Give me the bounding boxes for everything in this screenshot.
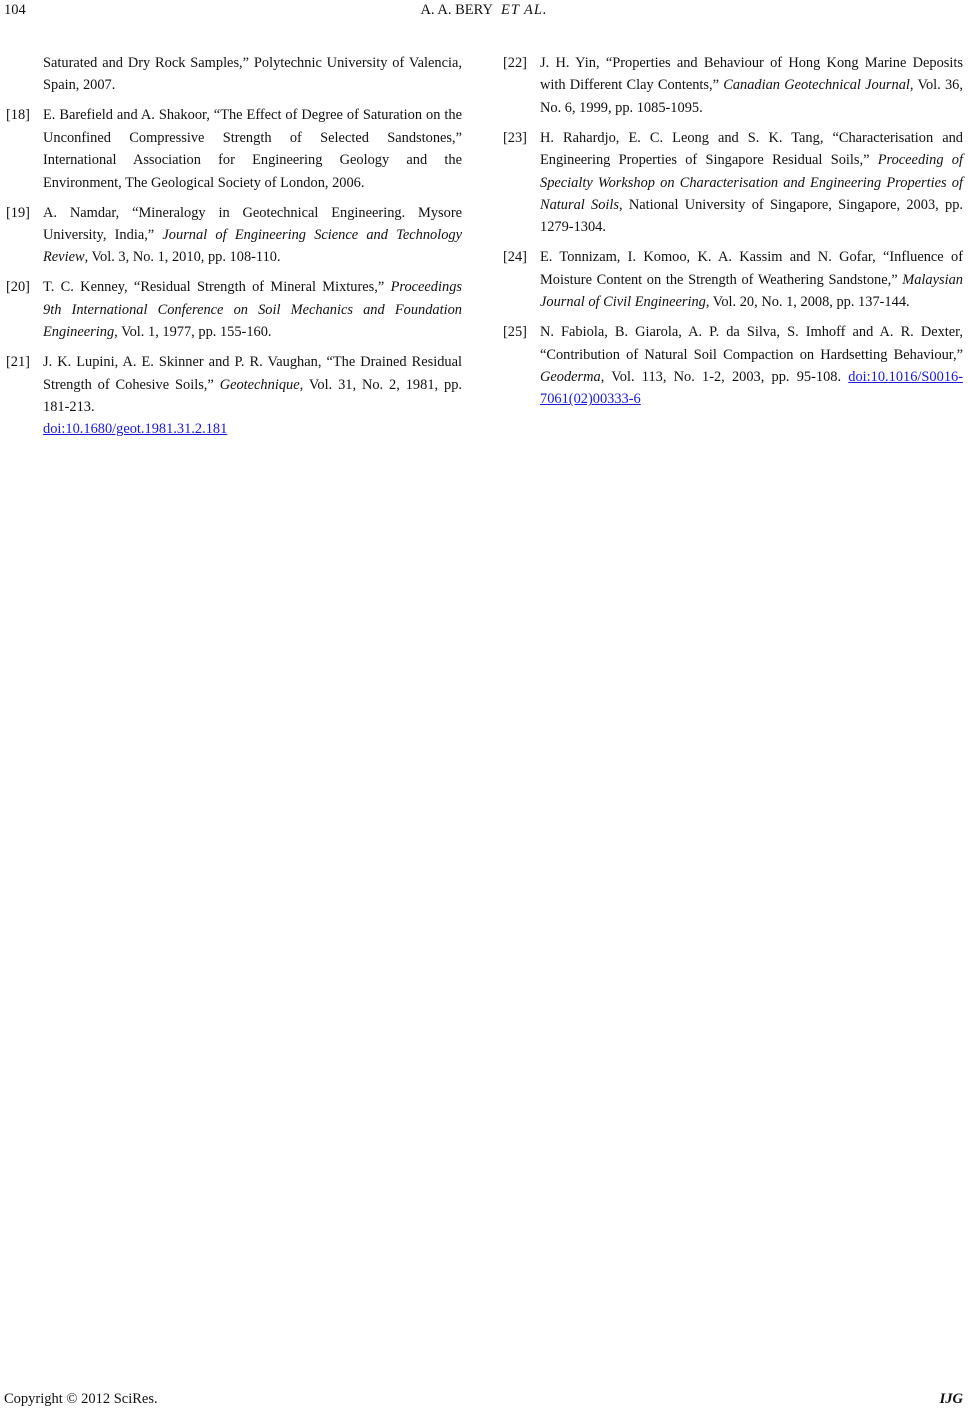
- doi-link[interactable]: doi:10.1016/S0016-7061(02)00333-6: [540, 369, 963, 408]
- reference-number: [22]: [503, 55, 527, 71]
- reference-number: [24]: [503, 249, 527, 266]
- left-column: [6, 52, 462, 448]
- reference-journal: Malaysian Journal of Civil Engineering: [540, 271, 963, 311]
- reference-journal: Journal of Engineering Science and Technology Review: [43, 227, 462, 266]
- reference-authors-title: H. Rahardjo, E. C. Leong and S. K. Tang, “Characterisation and Engineering Properties of Singapore Residual Soils,”: [540, 129, 963, 169]
- reference-authors-title: A. Namdar, “Mineralogy in Geotechnical Engineering. Mysore University, India,”: [43, 204, 462, 244]
- reference-authors-title: N. Fabiola, B. Giarola, A. P. da Silva, S. Imhoff and A. R. Dexter, “Contribution of Natural Soil Compaction on Hardsetting Behaviour,”: [540, 324, 963, 363]
- reference-text: [540, 321, 963, 411]
- reference-proceeding: Proceeding of Specialty Workshop on Characterisation and Engineering Properties of Natural Soils: [540, 152, 963, 214]
- reference-details: , Vol. 31, No. 2, 1981, pp. 181-213.: [43, 376, 462, 416]
- reference-journal: Geoderma: [540, 369, 601, 386]
- reference-details: , Vol. 113, No. 1-2, 2003, pp. 95-108.: [600, 369, 849, 386]
- reference-23: [503, 127, 963, 239]
- reference-number: [25]: [503, 324, 527, 341]
- reference-authors-title: J. H. Yin, “Properties and Behaviour of Hong Kong Marine Deposits with Different Clay Contents,”: [540, 55, 963, 94]
- reference-authors-title: E. Tonnizam, I. Komoo, K. A. Kassim and N. Gofar, “Influence of Moisture Content on the Strength of Weathering Sandstone,”: [540, 249, 963, 288]
- reference-number: [21]: [6, 354, 30, 371]
- reference-text: [540, 127, 963, 239]
- reference-25: [503, 321, 963, 411]
- reference-number: [19]: [6, 204, 30, 221]
- reference-text: [540, 52, 963, 119]
- reference-18: [6, 104, 462, 194]
- reference-authors-title: T. C. Kenney, “Residual Strength of Mineral Mixtures,”: [43, 279, 391, 296]
- copyright-notice: Copyright © 2012 SciRes.: [4, 1391, 158, 1407]
- reference-19: [6, 202, 462, 269]
- reference-details: , Vol. 3, No. 1, 2010, pp. 108-110.: [84, 249, 281, 266]
- reference-journal: Geotechnique: [219, 376, 300, 393]
- right-column: [503, 52, 963, 418]
- reference-text: [540, 246, 963, 313]
- reference-number: [23]: [503, 129, 527, 146]
- reference-24: [503, 246, 963, 313]
- reference-text: [43, 351, 462, 441]
- reference-details: , Vol. 36, No. 6, 1999, pp. 1085-1095.: [540, 77, 963, 116]
- running-head: [0, 2, 968, 19]
- reference-journal: Proceedings 9th International Conference on Soil Mechanics and Foundation Engineering: [43, 279, 462, 341]
- reference-details: , Vol. 20, No. 1, 2008, pp. 137-144.: [705, 294, 910, 311]
- reference-continuation: Saturated and Dry Rock Samples,” Polytechnic University of Valencia, Spain, 2007.: [43, 55, 462, 94]
- reference-number: [20]: [6, 279, 30, 296]
- reference-details: , National University of Singapore, Singapore, 2003, pp. 1279-1304.: [540, 197, 963, 236]
- running-head-authors: A. A. BERY: [420, 2, 493, 18]
- reference-text: [43, 276, 462, 343]
- page-footer: [0, 1388, 968, 1414]
- reference-journal: Canadian Geotechnical Journal: [723, 77, 910, 94]
- reference-21: [6, 351, 462, 441]
- page-number: 104: [4, 2, 26, 18]
- reference-number: [18]: [6, 107, 30, 124]
- reference-22: [503, 52, 963, 119]
- reference-text: [43, 104, 462, 194]
- running-head-etal: ET AL.: [500, 2, 548, 18]
- reference-authors-title: J. K. Lupini, A. E. Skinner and P. R. Vaughan, “The Drained Residual Strength of Cohesive Soils,”: [43, 354, 462, 393]
- reference-text-main: E. Barefield and A. Shakoor, “The Effect of Degree of Saturation on the Unconfined Compressive Strength of Selected Sandstones,” International Association for Engineering Geology and the Environment, The Geological Society of London, 2006.: [43, 107, 462, 191]
- reference-text: [43, 202, 462, 269]
- reference-20: [6, 276, 462, 343]
- page-header: [0, 0, 968, 22]
- doi-link[interactable]: doi:10.1680/geot.1981.31.2.181: [43, 421, 228, 438]
- journal-abbreviation: IJG: [939, 1391, 963, 1407]
- reference-details: , Vol. 1, 1977, pp. 155-160.: [114, 324, 272, 341]
